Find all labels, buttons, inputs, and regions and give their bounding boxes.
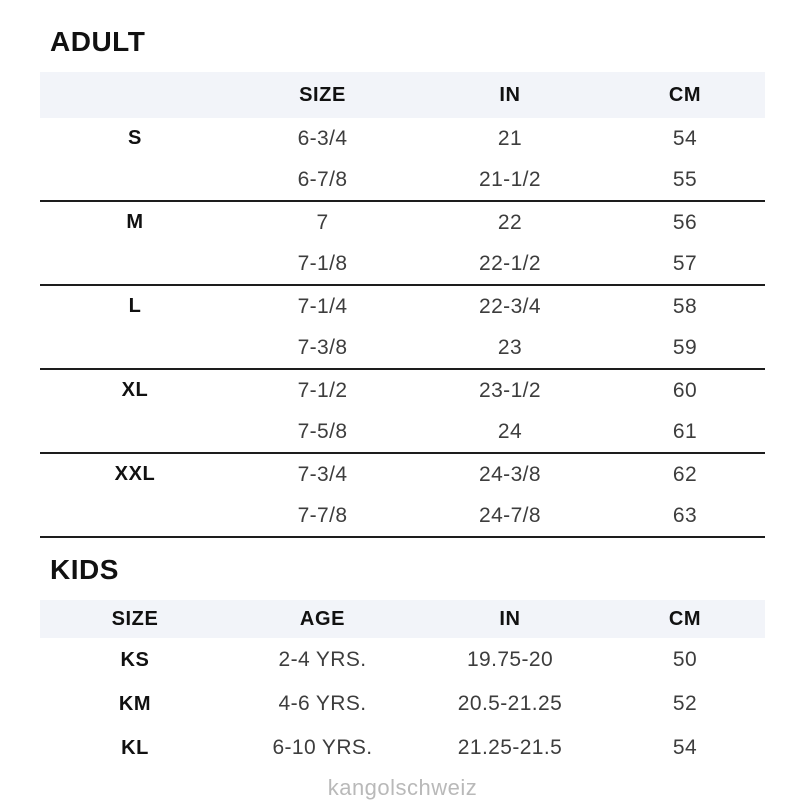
table-cell: 22	[497, 210, 523, 234]
table-row	[40, 726, 765, 770]
table-cell: 7-1/2	[297, 378, 348, 402]
adult-section-title: ADULT	[50, 26, 146, 57]
table-cell: 21.25-21.5	[457, 736, 563, 759]
table-cell: 7-3/8	[230, 327, 415, 369]
table-row	[40, 495, 765, 537]
table-cell: 61	[605, 411, 765, 453]
table-cell: 54	[672, 736, 698, 759]
table-cell: 4-6 YRS.	[278, 692, 367, 715]
table-cell: 7-3/4	[297, 462, 348, 486]
table-row	[40, 682, 765, 726]
table-cell: 23	[415, 327, 605, 369]
adult-size-table	[40, 72, 765, 538]
table-row	[40, 638, 765, 682]
size-label-cell	[40, 159, 230, 201]
kids-header-cm: CM	[605, 600, 765, 638]
table-cell: 59	[605, 327, 765, 369]
table-cell: 19.75-20	[466, 648, 554, 671]
kids-header-size: SIZE	[40, 600, 230, 638]
size-label-cell: S	[128, 127, 142, 149]
table-cell: 24-7/8	[415, 495, 605, 537]
table-cell: 54	[672, 126, 698, 150]
table-cell: 22-1/2	[415, 243, 605, 285]
adult-header-cm: CM	[605, 72, 765, 118]
size-label-cell	[40, 411, 230, 453]
size-label-cell: KM	[118, 692, 152, 715]
table-row	[40, 327, 765, 369]
table-cell: 50	[672, 648, 698, 671]
table-cell: 56	[672, 210, 698, 234]
table-row	[40, 453, 765, 495]
table-cell: 60	[672, 378, 698, 402]
table-cell: 20.5-21.25	[457, 692, 563, 715]
table-cell: 7-5/8	[230, 411, 415, 453]
table-cell: 22-3/4	[479, 294, 541, 318]
size-label-cell: XL	[121, 379, 149, 401]
table-cell: 23-1/2	[479, 378, 541, 402]
table-cell: 7-7/8	[230, 495, 415, 537]
table-cell: 7-1/8	[230, 243, 415, 285]
size-label-cell	[40, 327, 230, 369]
kids-size-table	[40, 600, 765, 770]
table-cell: 58	[672, 294, 698, 318]
kids-header-age: AGE	[230, 600, 415, 638]
table-row	[40, 369, 765, 411]
table-row	[40, 201, 765, 243]
size-label-cell: KS	[120, 648, 150, 671]
table-cell: 2-4 YRS.	[278, 648, 367, 671]
watermark: kangolschweiz	[327, 775, 478, 800]
size-label-cell: KL	[121, 736, 149, 759]
table-cell: 21-1/2	[415, 159, 605, 201]
size-label-cell: L	[128, 295, 142, 317]
table-cell: 55	[605, 159, 765, 201]
table-cell: 52	[672, 692, 698, 715]
adult-header-in: IN	[415, 72, 605, 118]
table-row	[40, 243, 765, 285]
size-label-cell	[40, 243, 230, 285]
table-cell: 57	[605, 243, 765, 285]
table-cell: 7-1/4	[297, 294, 348, 318]
kids-table-header-row	[40, 600, 765, 638]
table-cell: 7	[316, 210, 329, 234]
adult-header-size: SIZE	[230, 72, 415, 118]
table-cell: 6-3/4	[297, 126, 348, 150]
size-label-cell	[40, 495, 230, 537]
kids-header-in: IN	[415, 600, 605, 638]
adult-header-empty	[40, 72, 230, 118]
table-cell: 62	[672, 462, 698, 486]
table-row	[40, 118, 765, 159]
table-cell: 6-10 YRS.	[272, 736, 373, 759]
size-label-cell: M	[126, 211, 144, 233]
table-row	[40, 285, 765, 327]
table-cell: 24-3/8	[479, 462, 541, 486]
table-cell: 6-7/8	[230, 159, 415, 201]
kids-section-title: KIDS	[50, 554, 119, 585]
size-label-cell: XXL	[114, 463, 156, 485]
table-cell: 24	[415, 411, 605, 453]
table-row	[40, 411, 765, 453]
table-cell: 21	[497, 126, 523, 150]
adult-table-header-row	[40, 72, 765, 118]
table-cell: 63	[605, 495, 765, 537]
table-row	[40, 159, 765, 201]
